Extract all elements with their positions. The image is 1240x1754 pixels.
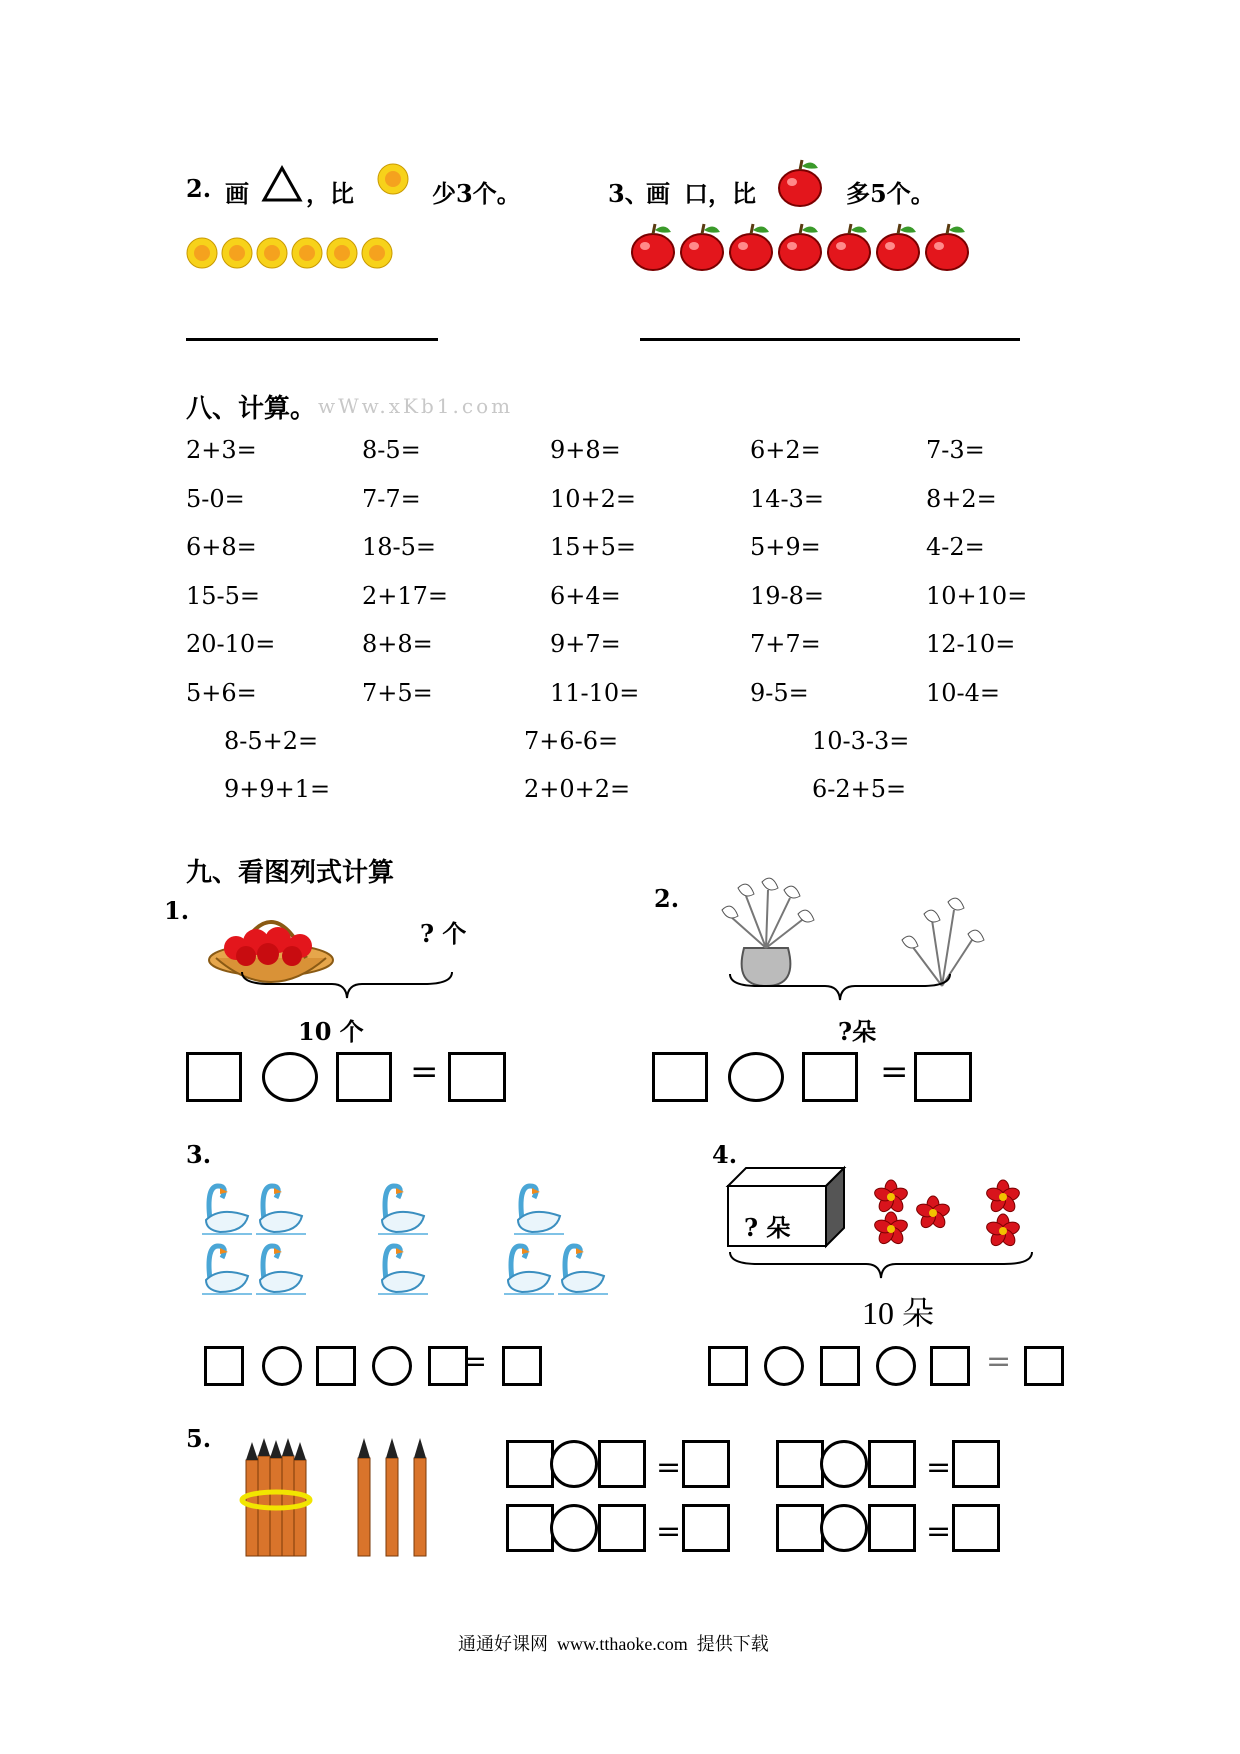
p2-number: 2. [654, 884, 680, 913]
calc-problem: 14-3= [750, 484, 825, 513]
calc-problem: 8+8= [362, 630, 433, 658]
calc-problem: 11-10= [550, 678, 640, 707]
p5-number: 5. [186, 1424, 212, 1453]
q2-number: 2. [186, 174, 212, 203]
watermark-text: wWw.xKb1.com [318, 394, 514, 418]
calc-problem: 18-5= [362, 533, 437, 561]
p2-question: ?朵 [838, 1017, 877, 1046]
p2-answer-box-1[interactable] [652, 1052, 708, 1102]
swan-icon [556, 1240, 610, 1298]
swan-icon [376, 1180, 430, 1238]
three-pencils-icon [352, 1436, 432, 1560]
calc-problem: 7+7= [750, 630, 821, 658]
calc-problem: 5-0= [186, 484, 245, 513]
calc-problem-3term: 8-5+2= [224, 727, 319, 755]
p4-box-1[interactable] [708, 1346, 748, 1386]
p5-box-a[interactable] [506, 1440, 554, 1488]
apple-icon [875, 220, 921, 272]
calc-problem: 10-4= [926, 678, 1001, 707]
p3-circle-2[interactable] [372, 1346, 412, 1386]
brace-p4 [728, 1250, 1034, 1280]
sunflower-icon [221, 236, 253, 270]
p1-answer-box-1[interactable] [186, 1052, 242, 1102]
sunflower-icon [256, 236, 288, 270]
swan-icon [200, 1240, 254, 1298]
red-flowers [870, 1180, 1030, 1260]
p5-result-box[interactable] [952, 1440, 1000, 1488]
apple-row [630, 220, 980, 276]
p1-equals: = [410, 1052, 439, 1092]
p5-box-b[interactable] [868, 1440, 916, 1488]
sunflower-icon [186, 236, 218, 270]
calc-problem: 8-5= [362, 436, 421, 464]
pencil-bundle-icon [240, 1436, 310, 1560]
swan-icon [254, 1240, 308, 1298]
p4-box-3[interactable] [930, 1346, 970, 1386]
apple-icon [679, 220, 725, 272]
p4-circle-2[interactable] [876, 1346, 916, 1386]
p1-number: 1. [164, 896, 190, 925]
answer-line-q3 [640, 338, 1020, 341]
calc-problem: 7-7= [362, 484, 421, 513]
swan-icon [200, 1180, 254, 1238]
q3-post: 多5个。 [846, 179, 935, 208]
calc-problem: 9+8= [550, 436, 621, 464]
p5-equals: = [926, 1450, 952, 1485]
p4-circle-1[interactable] [764, 1346, 804, 1386]
q2-post: 少3个。 [432, 179, 521, 208]
calc-problem-3term: 10-3-3= [812, 727, 910, 755]
p4-number: 4. [712, 1140, 738, 1169]
p5-result-box[interactable] [682, 1440, 730, 1488]
p3-box-1[interactable] [204, 1346, 244, 1386]
q3-square: 口 [684, 179, 708, 208]
p5-equals: = [656, 1450, 682, 1485]
p5-box-a[interactable] [776, 1504, 824, 1552]
p4-box-2[interactable] [820, 1346, 860, 1386]
p5-box-a[interactable] [776, 1440, 824, 1488]
p5-circle[interactable] [550, 1504, 598, 1552]
p3-box-2[interactable] [316, 1346, 356, 1386]
apple-icon [924, 220, 970, 272]
calc-problem: 19-8= [750, 581, 825, 610]
sunflower-icon [376, 162, 410, 196]
calc-problem: 6+2= [750, 436, 821, 464]
swan-icon [512, 1180, 566, 1238]
p2-equals: = [880, 1052, 909, 1092]
p5-equals: = [926, 1514, 952, 1549]
calc-problem-3term: 2+0+2= [524, 775, 631, 803]
swan-icon [502, 1240, 556, 1298]
flower-vase-icon [716, 876, 816, 986]
q3-mid: ，比 [708, 179, 756, 208]
p4-equals: = [986, 1344, 1012, 1379]
calc-problem: 12-10= [926, 630, 1016, 658]
calc-problem-3term: 6-2+5= [812, 775, 907, 803]
calc-problem: 4-2= [926, 533, 985, 561]
p1-question: ? 个 [420, 919, 467, 948]
swan-icon [254, 1180, 308, 1238]
calc-problem: 20-10= [186, 630, 276, 658]
calc-problem: 5+9= [750, 533, 821, 561]
section-9-title: 九、看图列式计算 [186, 858, 395, 888]
calc-problem: 10+2= [550, 484, 637, 513]
apple-icon [826, 220, 872, 272]
p3-result-box[interactable] [502, 1346, 542, 1386]
calc-problem: 8+2= [926, 484, 997, 513]
calc-problem-3term: 9+9+1= [224, 775, 331, 803]
calc-problem: 2+17= [362, 581, 449, 610]
apple-icon [776, 158, 824, 208]
p3-equals: = [462, 1344, 488, 1379]
calc-problem: 6+4= [550, 581, 621, 610]
calc-problem: 15-5= [186, 581, 261, 610]
p5-circle[interactable] [550, 1440, 598, 1488]
sunflower-icon [326, 236, 358, 270]
sunflower-icon [361, 236, 393, 270]
p4-total: 10 朵 [862, 1295, 935, 1331]
calc-problem: 7-3= [926, 436, 985, 464]
p1-total: 10 个 [298, 1017, 364, 1046]
sunflower-row [186, 236, 406, 276]
swan-icon [376, 1240, 430, 1298]
p2-answer-box-2[interactable] [802, 1052, 858, 1102]
swan-groups [200, 1180, 620, 1310]
red-flower-icon [916, 1196, 950, 1230]
p1-result-box[interactable] [448, 1052, 506, 1102]
p2-operator-circle[interactable] [728, 1052, 784, 1102]
p5-result-box[interactable] [952, 1504, 1000, 1552]
brace-p2 [728, 972, 952, 1004]
calc-problem: 2+3= [186, 436, 257, 464]
apple-icon [630, 220, 676, 272]
q3-number: 3、 [608, 179, 649, 208]
p5-circle[interactable] [820, 1504, 868, 1552]
calc-problem-3term: 7+6-6= [524, 727, 619, 755]
calc-problem: 9+7= [550, 630, 621, 658]
calc-problem: 10+10= [926, 581, 1028, 610]
q3-pre: 画 [646, 179, 670, 208]
p5-circle[interactable] [820, 1440, 868, 1488]
p5-box-b[interactable] [868, 1504, 916, 1552]
p5-box-b[interactable] [598, 1440, 646, 1488]
red-flower-icon [874, 1180, 908, 1214]
apple-icon [728, 220, 774, 272]
red-flower-icon [874, 1212, 908, 1246]
p3-number: 3. [186, 1140, 212, 1169]
red-flower-icon [986, 1214, 1020, 1248]
triangle-icon [262, 166, 302, 202]
calc-problem: 5+6= [186, 678, 257, 707]
apple-icon [777, 220, 823, 272]
section-8-title: 八、计算。 [186, 394, 317, 424]
calc-problem: 7+5= [362, 678, 433, 707]
red-flower-icon [986, 1180, 1020, 1214]
p4-result-box[interactable] [1024, 1346, 1064, 1386]
brace-p1 [240, 970, 454, 1000]
sunflower-icon [291, 236, 323, 270]
q2-pre: 画 [225, 179, 249, 208]
p1-operator-circle[interactable] [262, 1052, 318, 1102]
q2-mid: ，比 [306, 179, 354, 208]
p2-result-box[interactable] [914, 1052, 972, 1102]
p5-box-b[interactable] [598, 1504, 646, 1552]
p5-result-box[interactable] [682, 1504, 730, 1552]
p1-answer-box-2[interactable] [336, 1052, 392, 1102]
answer-line-q2 [186, 338, 438, 341]
calc-problem: 15+5= [550, 533, 637, 561]
p4-box-label: ? 朵 [744, 1213, 791, 1242]
footer-credit: 通通好课网 www.tthaoke.com 提供下载 [458, 1634, 769, 1654]
p5-box-a[interactable] [506, 1504, 554, 1552]
p3-circle-1[interactable] [262, 1346, 302, 1386]
calc-problem: 6+8= [186, 533, 257, 561]
calc-problem: 9-5= [750, 678, 809, 707]
p5-equals: = [656, 1514, 682, 1549]
